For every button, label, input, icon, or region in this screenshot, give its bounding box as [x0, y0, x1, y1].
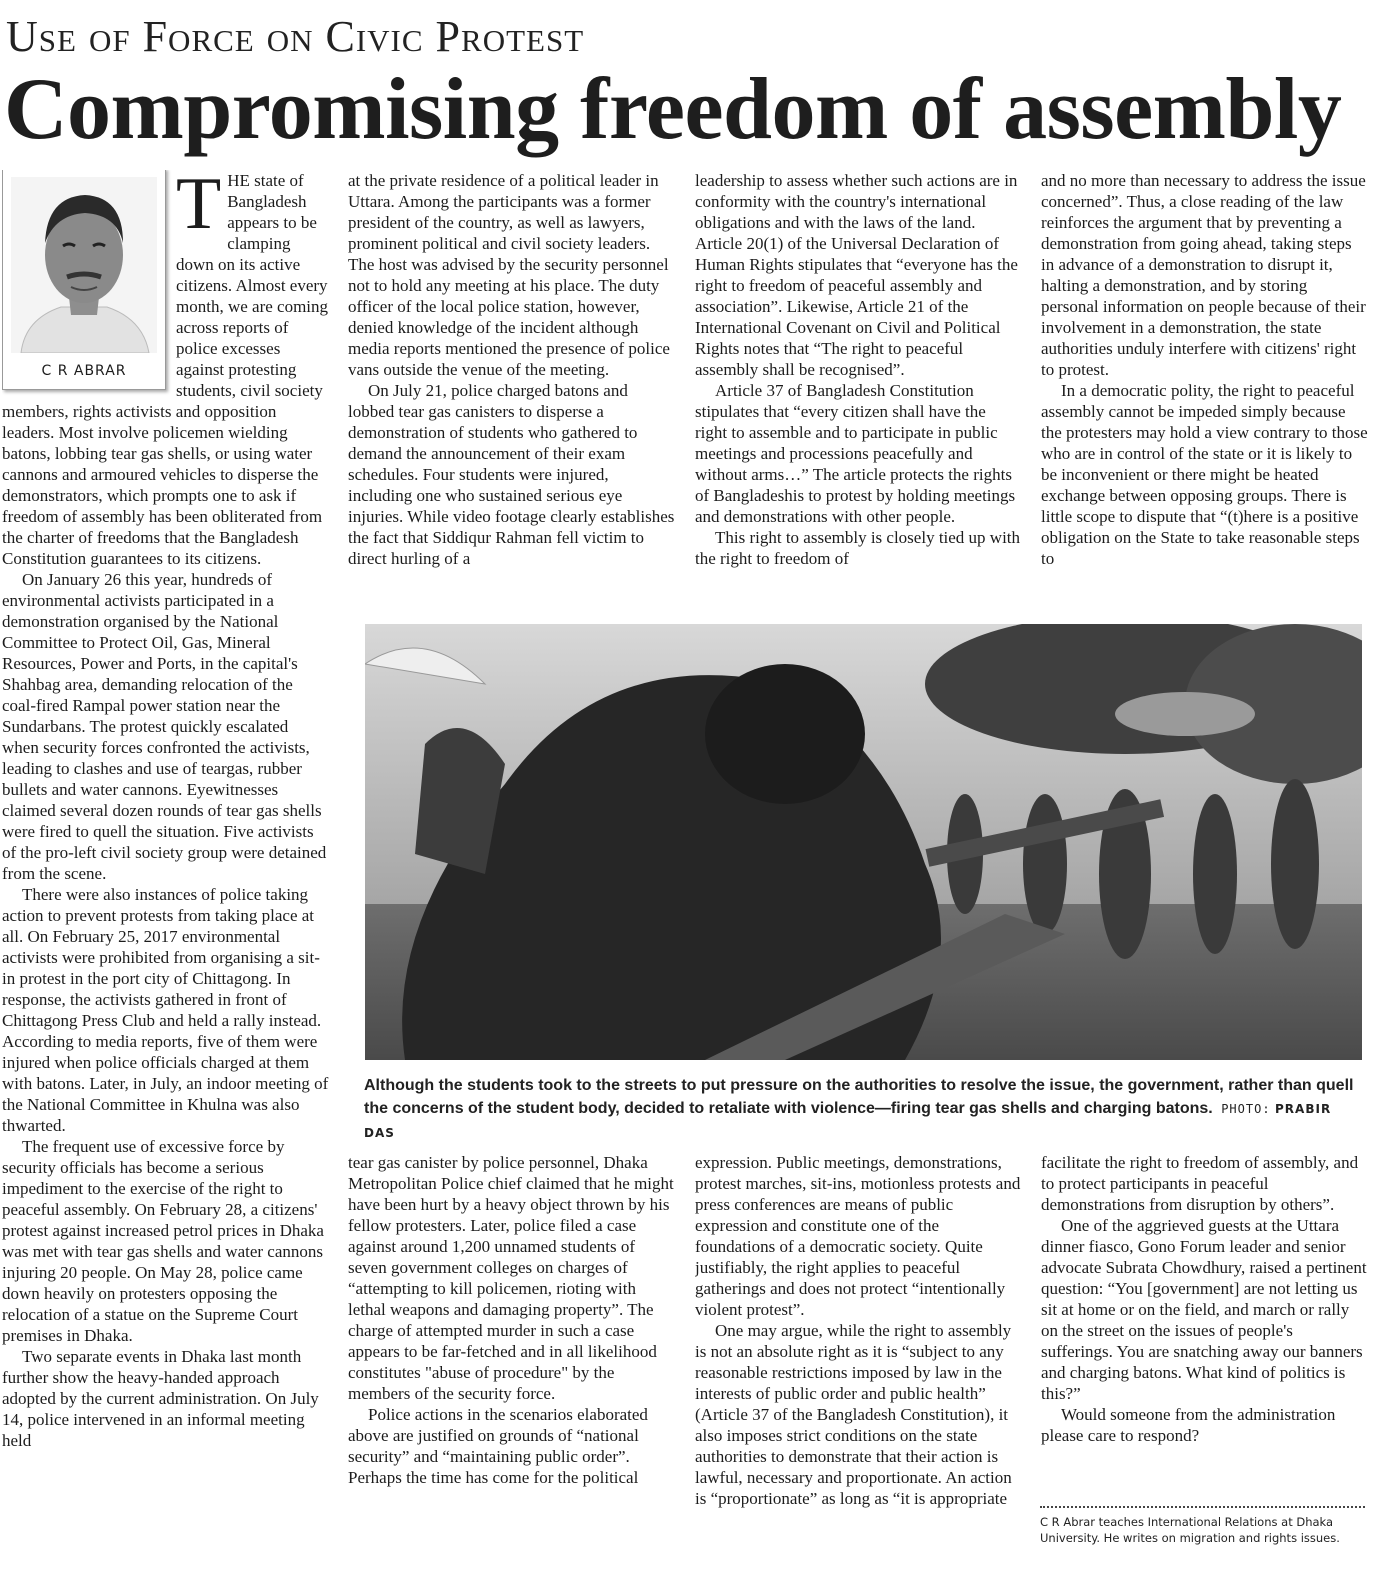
article-paragraph-10: This right to assembly is closely tied up with the right to freedom of [695, 528, 1021, 568]
photo-credit-label: PHOTO: [1221, 1102, 1271, 1116]
article-paragraph-14: Police actions in the scenarios elaborated above are justified on grounds of “national security” and “maintaining public order”. Perhaps the time has come for the political [348, 1405, 648, 1487]
author-name: C R ABRAR [41, 363, 127, 379]
article-paragraph-5: Two separate events in Dhaka last month further show the heavy-handed approach adopted by the current administration. On July 14, police intervened in an informal meeting held [2, 1347, 319, 1450]
author-box [2, 170, 166, 390]
article-paragraph-15: expression. Public meetings, demonstrations, protest marches, sit-ins, motionless protests and press conferences are means of public expression and constitute one of the foundations of a democratic society. Quite justifiably, the right applies to peaceful gatherings and does not protect “intentionally violent protest”. [695, 1153, 1021, 1319]
photo-credit-name: PRABIR DAS [364, 1102, 1332, 1140]
section-kicker: Use of Force on Civic Protest [6, 12, 585, 61]
article-column-1 [2, 170, 329, 1562]
article-paragraph-3: There were also instances of police taking action to prevent protests from taking place at all. On February 25, 2017 environmental activists were prohibited from organising a sit-in protest in the port city of Chittagong. In response, the activists gathered in front of Chittagong Press Club and held a rally instead. According to media reports, five of them were injured when police officials charged at them with batons. Later, in July, an indoor meeting of the National Committee in Khulna was also thwarted. [2, 885, 329, 1135]
article-paragraph-7: On July 21, police charged batons and lobbed tear gas canisters to disperse a demonstration of students who gathered to demand the announcement of their exam schedules. Four students were injured, including one who sustained serious eye injuries. While video footage clearly establishes the fact that Siddiqur Rahman fell victim to direct hurling of a [348, 381, 675, 568]
article-paragraph-13: tear gas canister by police personnel, Dhaka Metropolitan Police chief claimed that he might have been hurt by a heavy object thrown by his fellow protesters. Later, police filed a case against around 1,200 unnamed students of seven government colleges on charges of “attempting to kill policemen, rioting with lethal weapons and damaging property”. The charge of attempted murder in such a case appears to be far-fetched and in all likelihood constitutes "abuse of procedure" by the members of the security force. [348, 1153, 674, 1403]
article-column-4 [1041, 170, 1368, 610]
article-column-3-continued [695, 1152, 1022, 1567]
photo-caption [364, 1074, 1366, 1145]
article-paragraph-2: On January 26 this year, hundreds of environmental activists participated in a demonstration organised by the National Committee to Protect Oil, Gas, Mineral Resources, Power and Ports, in the capital's Shahbag area, demanding relocation of the coal-fired Rampal power station near the Sundarbans. The protest quickly escalated when security forces confronted the activists, leading to clashes and use of teargas, rubber bullets and water cannons. Eyewitnesses claimed several dozen rounds of tear gas shells were fired to quell the situation. Five activists of the pro-left civil society group were detained from the scene. [2, 570, 327, 883]
article-paragraph-8: leadership to assess whether such actions are in conformity with the country's international obligations and with the laws of the land. Article 20(1) of the Universal Declaration of Human Rights stipulates that “everyone has the right to freedom of peaceful assembly and association”. Likewise, Article 21 of the International Covenant on Civil and Political Rights notes that “The right to peaceful assembly shall be recognised”. [695, 171, 1018, 379]
article-column-3 [695, 170, 1022, 610]
article-paragraph-4: The frequent use of excessive force by security officials has become a serious impediment to the exercise of the right to peaceful assembly. On February 28, a citizens' protest against increased petrol prices in Dhaka was met with tear gas shells and water cannons injuring 20 people. On May 28, police came down heavily on protesters opposing the relocation of a statue on the Supreme Court premises in Dhaka. [2, 1137, 324, 1345]
article-paragraph-9: Article 37 of Bangladesh Constitution stipulates that “every citizen shall have the right to assemble and to participate in public meetings and processions peacefully and without arms…” The article protects the rights of Bangladeshis to protest by holding meetings and demonstrations with other people. [695, 381, 1016, 526]
article-paragraph-1: THE state of Bangladesh appears to be clamping down on its active citizens. Almost every month, we are coming across reports of police excesses against protesting students, civil society members, rights activists and opposition leaders. Most involve policemen wielding batons, lobbing tear gas shells, or using water cannons and armoured vehicles to disperse the demonstrators, which prompts one to ask if freedom of assembly has been obliterated from the charter of freedoms that the Bangladesh Constitution guarantees to its citizens. [2, 170, 329, 568]
article-column-4-continued [1041, 1152, 1368, 1492]
article-paragraph-19: Would someone from the administration please care to respond? [1041, 1405, 1336, 1445]
author-portrait [11, 177, 157, 353]
drop-cap: T [176, 170, 222, 245]
article-paragraph-18: One of the aggrieved guests at the Uttara dinner fiasco, Gono Forum leader and senior advocate Subrata Chowdhury, raised a pertinent question: “You [government] are not letting us sit at home or on the field, and march or rally on the street on the issues of people's sufferings. You are snatching away our banners and charging batons. What kind of politics is this?” [1041, 1216, 1367, 1403]
headline: Compromising freedom of assembly [4, 61, 1342, 158]
article-column-2-continued [348, 1152, 675, 1567]
article-paragraph-6: at the private residence of a political leader in Uttara. Among the participants was a former president of the country, as well as lawyers, prominent political and civil society leaders. The host was advised by the security personnel not to hold any meeting at his place. The duty officer of the local police station, however, denied knowledge of the incident although media reports mentioned the presence of police vans outside the venue of the meeting. [348, 171, 670, 379]
author-bio: C R Abrar teaches International Relations at Dhaka University. He writes on migration and rights issues. [1040, 1506, 1365, 1546]
article-paragraph-17: facilitate the right to freedom of assembly, and to protect participants in peaceful demonstrations from disruption by others”. [1041, 1153, 1359, 1214]
article-paragraph-16: One may argue, while the right to assembly is not an absolute right as it is “subject to any reasonable restrictions imposed by law in the interests of public order and public health” (Article 37 of the Bangladesh Constitution), it also imposes strict conditions on the state authorities to demonstrate that their action is lawful, necessary and proportionate. An action is “proportionate” as long as “it is appropriate [695, 1321, 1012, 1508]
article-column-2 [348, 170, 675, 610]
caption-text: Although the students took to the streets to put pressure on the authorities to resolve the issue, the government, rather than quell the concerns of the student body, decided to retaliate with violence—firing tear gas shells and charging batons. [364, 1077, 1354, 1117]
article-paragraph-12: In a democratic polity, the right to peaceful assembly cannot be impeded simply because the protesters may hold a view contrary to those who are in control of the state or it is likely to be inconvenient or there might be heated exchange between opposing groups. There is little scope to dispute that “(t)here is a positive obligation on the State to take reasonable steps to [1041, 381, 1368, 568]
news-photo [365, 624, 1362, 1060]
article-paragraph-11: and no more than necessary to address the issue concerned”. Thus, a close reading of the law reinforces the argument that by preventing a demonstration from going ahead, taking steps in advance of a demonstration to disrupt it, halting a demonstration, and by storing personal information on people because of their involvement in a demonstration, the state authorities unduly interfere with citizens' right to protest. [1041, 171, 1366, 379]
